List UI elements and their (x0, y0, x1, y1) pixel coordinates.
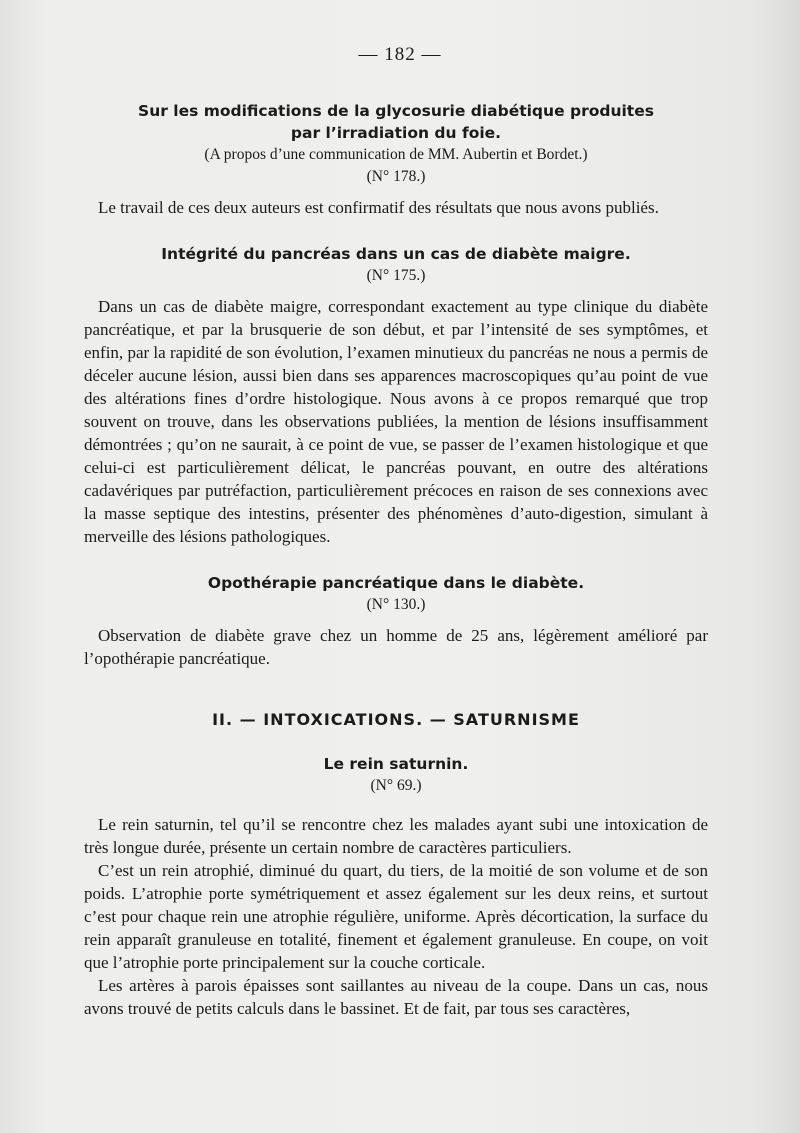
section-3-number: (N° 130.) (366, 596, 426, 613)
section-2-paragraph: Dans un cas de diabète maigre, correspondant exactement au type clinique du diabète pancréatique, et par la brusquerie de son début, et par l’intensité de ses symptômes, et enfin, par la rapidité de son évolution, l’examen minutieux du pancréas ne nous a permis de déceler aucune lésion, aussi bien dans ses apparences macroscopiques qu’au point de vue des altérations fines d’ordre histologique. Nous avons à ce propos remarqué que trop souvent on trouve, dans les observations publiées, la mention de lésions insuffisamment démontrées ; qu’on ne saurait, à ce point de vue, se passer de l’examen histologique et que celui-ci est particulièrement délicat, le pancréas pouvant, en outre des altérations cadavériques par putréfaction, particulièrement précoces en raison de ses connexions avec la masse septique des intestins, présenter des phénomènes d’auto-digestion, simulant à merveille des lésions pathologiques. (84, 297, 708, 546)
section-1-title-line-2: par l’irradiation du foie. (290, 124, 502, 142)
page-number: — 182 — (358, 44, 442, 65)
subsection-paragraph-1: Le rein saturnin, tel qu’il se rencontre chez les malades ayant subi une intoxication de très longue durée, présente un certain nombre de caractères particuliers. (84, 815, 708, 857)
section-1-paragraph: Le travail de ces deux auteurs est confirmatif des résultats que nous avons publiés. (98, 198, 659, 217)
section-3-paragraph: Observation de diabète grave chez un homme de 25 ans, légèrement amélioré par l’opothérapie pancréatique. (84, 626, 708, 668)
section-1-number: (N° 178.) (366, 168, 426, 185)
section-1-subtitle: (A propos d’une communication de MM. Aubertin et Bordet.) (204, 146, 588, 163)
section-2-number: (N° 175.) (366, 267, 426, 284)
section-2-title: Intégrité du pancréas dans un cas de diabète maigre. (161, 245, 631, 263)
chapter-title: II. — INTOXICATIONS. — SATURNISME (212, 710, 580, 729)
subsection-number: (N° 69.) (370, 777, 422, 794)
subsection-title: Le rein saturnin. (323, 755, 469, 773)
subsection-paragraph-3: Les artères à parois épaisses sont saillantes au niveau de la coupe. Dans un cas, nous avons trouvé de petits calculs dans le bassinet. Et de fait, par tous ses caractères, (84, 976, 708, 1018)
section-1-title-line-1: Sur les modifications de la glycosurie diabétique produites (138, 102, 654, 120)
subsection-paragraph-2: C’est un rein atrophié, diminué du quart, du tiers, de la moitié de son volume et de son poids. L’atrophie porte symétriquement et assez également sur les deux reins, et surtout c’est pour chaque rein une atrophie régulière, uniforme. Après décortication, la surface du rein apparaît granuleuse en totalité, finement et également granuleuse. En coupe, on voit que l’atrophie porte principalement sur la couche corticale. (84, 861, 708, 972)
section-3-title: Opothérapie pancréatique dans le diabète. (207, 574, 585, 592)
page-content (84, 100, 708, 1020)
